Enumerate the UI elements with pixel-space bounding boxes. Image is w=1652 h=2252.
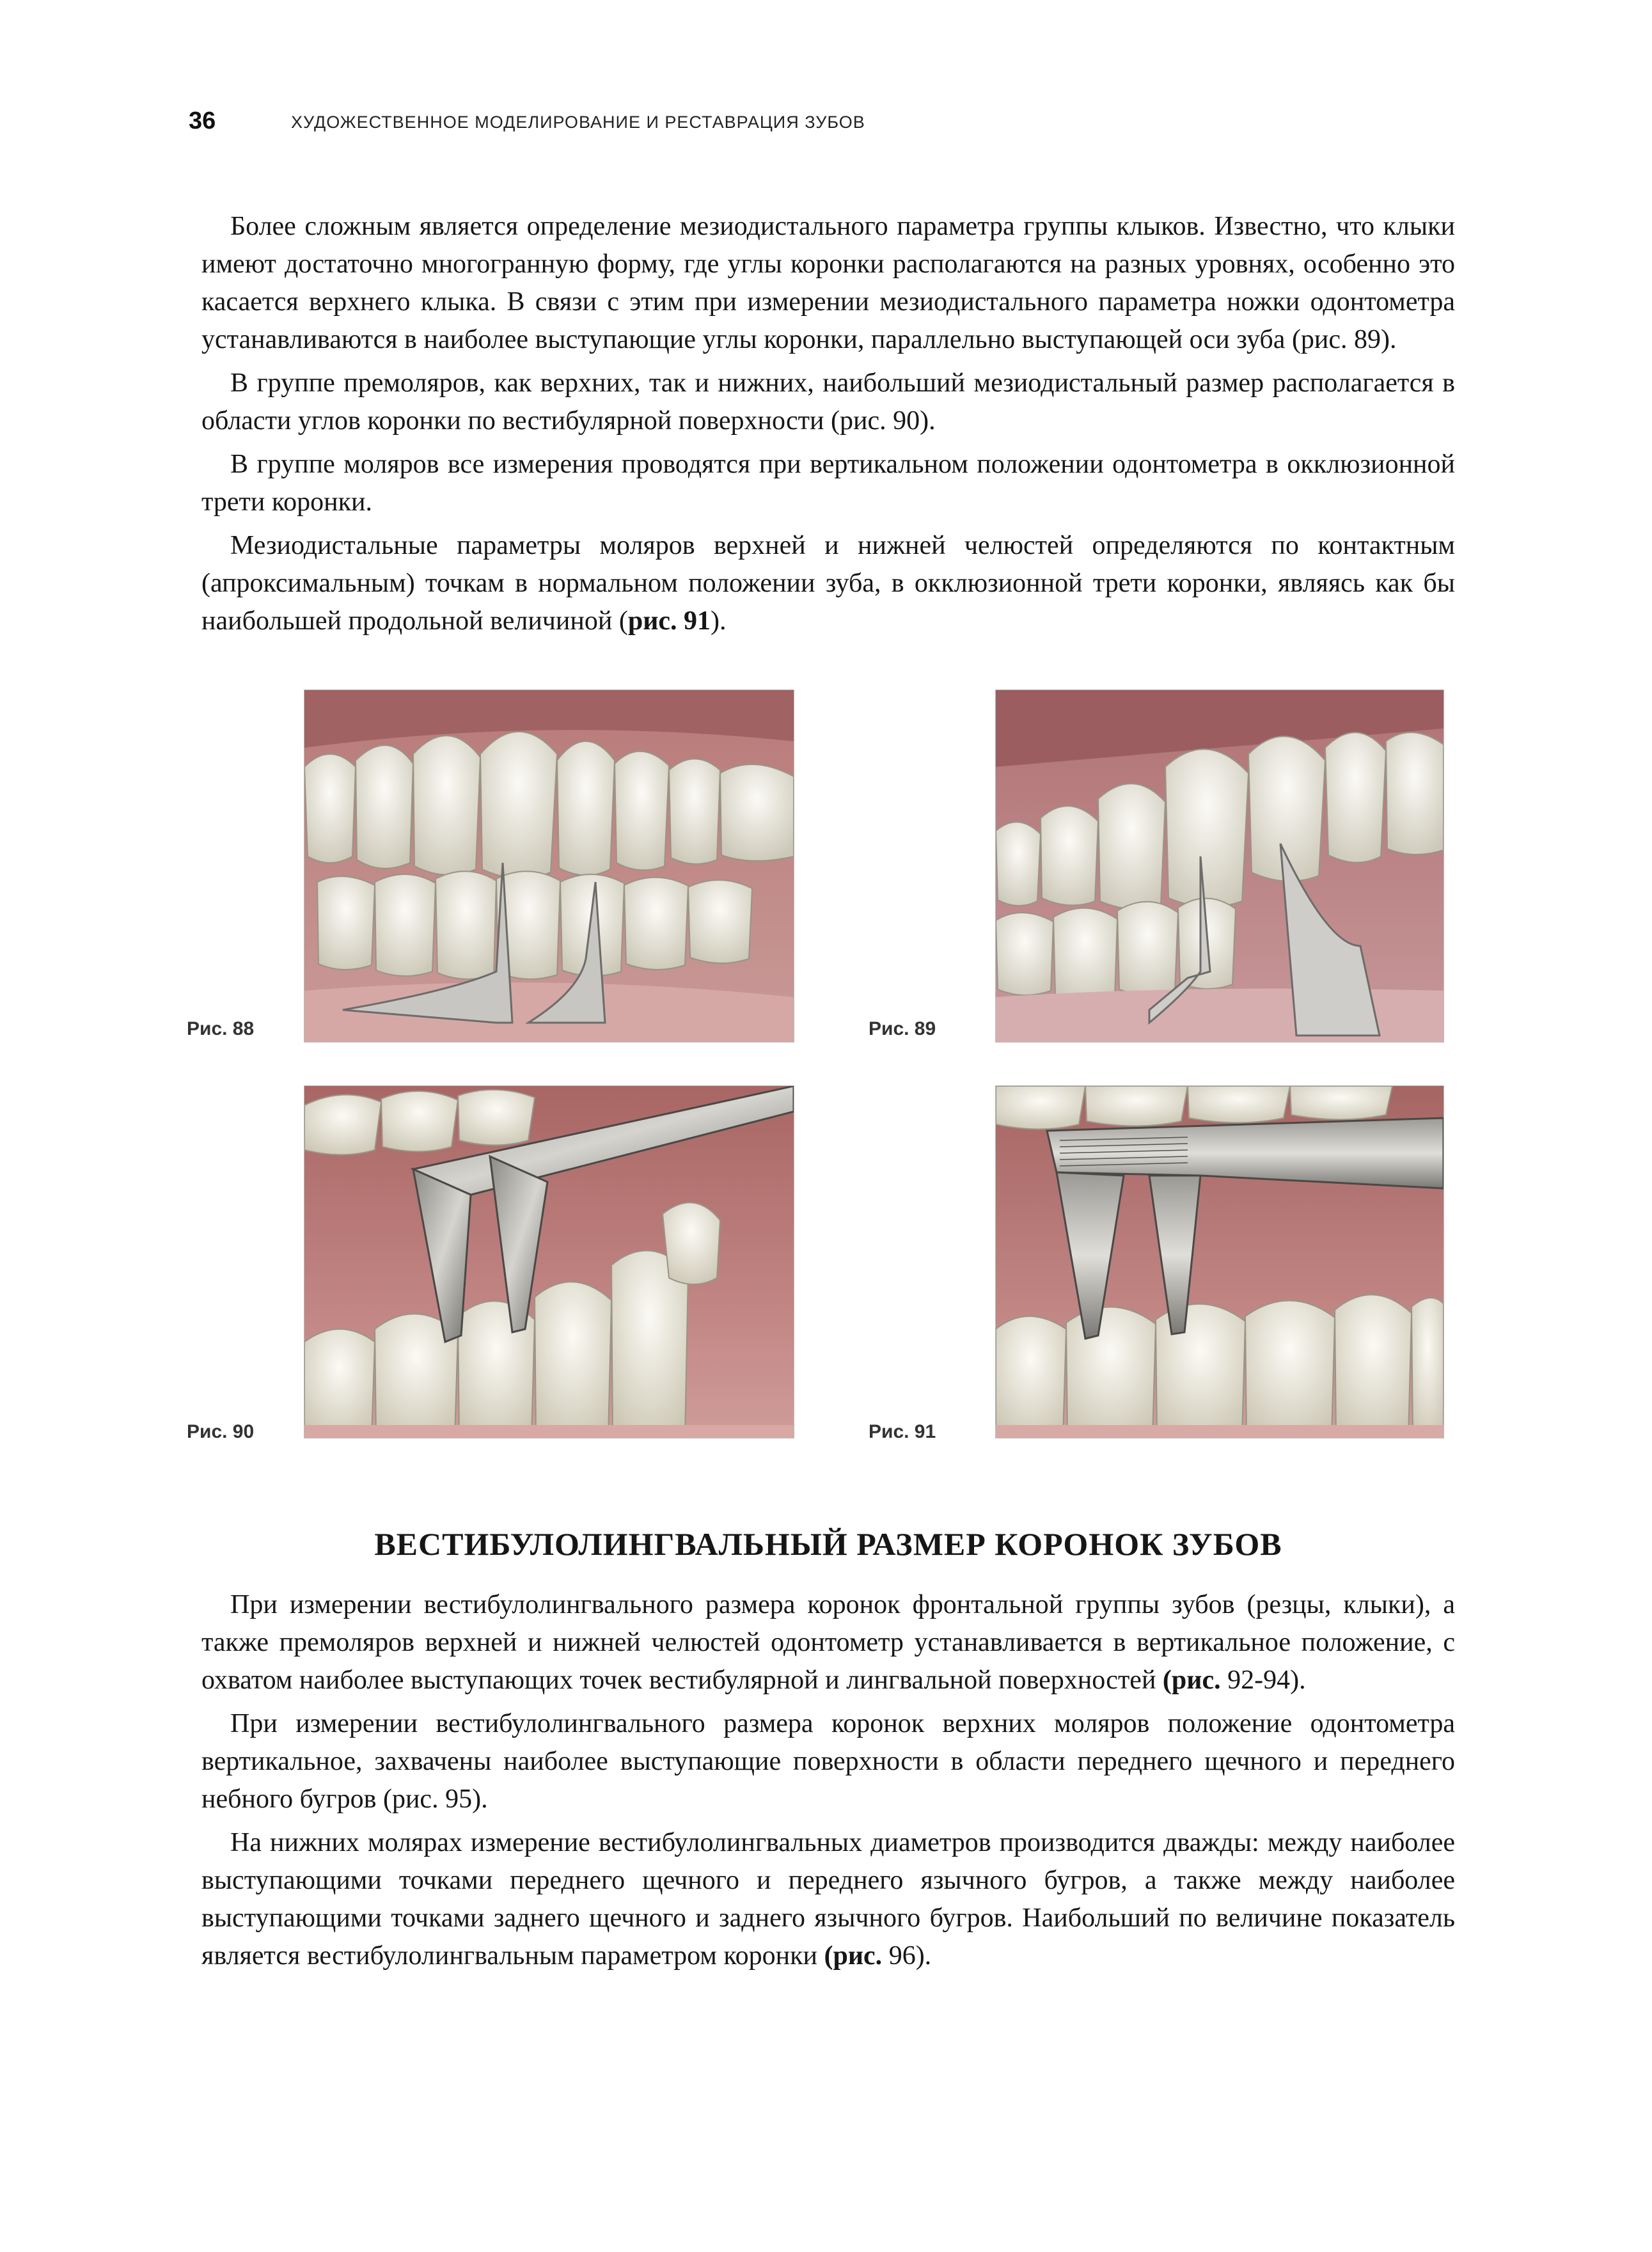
figure-caption: Рис. 88 bbox=[187, 1018, 255, 1039]
running-title: ХУДОЖЕСТВЕННОЕ МОДЕЛИРОВАНИЕ И РЕСТАВРАЦИЯ ЗУБОВ bbox=[291, 113, 865, 132]
paragraph-tail: 92-94). bbox=[1220, 1665, 1306, 1695]
paragraph: При измерении вестибулолингвального размера коронок верхних моляров положение одонтометра вертикальное, захвачены наиболее выступающие поверхности в области переднего щечного и переднего небного бугров (рис. 95). bbox=[201, 1709, 1455, 1814]
paragraph-tail: ). bbox=[711, 606, 727, 636]
paragraph: В группе моляров все измерения проводятся при вертикальном положении одонтометра в окклюзионной трети коронки. bbox=[201, 450, 1455, 517]
paragraph-text: На нижних молярах измерение вестибулолингвальных диаметров производится дважды: между наиболее выступающими точками переднего щечного и переднего язычного бугров, а также между наиболее выступающими точками заднего щечного и заднего язычного бугров. Наибольший по величине показатель является вестибулолингвальным параметром коронки bbox=[201, 1828, 1455, 1971]
photo-fig-89 bbox=[995, 689, 1444, 1043]
photo-fig-91 bbox=[995, 1085, 1444, 1438]
figure-ref: рис. 91 bbox=[627, 606, 711, 636]
photo-fig-88 bbox=[304, 689, 794, 1043]
paragraph-text: Мезиодистальные параметры моляров верхней и нижней челюстей определяются по контактным (апроксимальным) точкам в нормальном положении зуба, в окклюзионной трети коронки, являясь как бы наибольшей продольной величиной ( bbox=[201, 531, 1455, 636]
paragraph bbox=[201, 1586, 1455, 1699]
photo-fig-90 bbox=[304, 1085, 794, 1438]
paragraph-tail: 96). bbox=[882, 1941, 932, 1971]
figure-caption: Рис. 89 bbox=[869, 1018, 936, 1039]
page-header bbox=[189, 107, 1468, 146]
paragraph-text: При измерении вестибулолингвального размера коронок фронтальной группы зубов (резцы, клыки), а также премоляров верхней и нижней челюстей одонтометр устанавливается в вертикальное положение, с охватом наиболее выступающих точек вестибулярной и лингвальной поверхностей bbox=[201, 1590, 1455, 1695]
figure-ref: (рис. bbox=[1162, 1665, 1221, 1695]
paragraph bbox=[201, 1824, 1455, 1975]
section-heading: ВЕСТИБУЛОЛИНГВАЛЬНЫЙ РАЗМЕР КОРОНОК ЗУБОВ bbox=[374, 1526, 1282, 1562]
page-number: 36 bbox=[189, 107, 216, 134]
figure-ref: (рис. bbox=[824, 1941, 883, 1971]
paragraph bbox=[201, 527, 1455, 640]
paragraph: В группе премоляров, как верхних, так и нижних, наибольший мезиодистальный размер располагается в области углов коронки по вестибулярной поверхности (рис. 90). bbox=[201, 368, 1455, 436]
figure-caption: Рис. 90 bbox=[187, 1421, 255, 1442]
text-block-top bbox=[201, 208, 1455, 646]
figure-caption: Рис. 91 bbox=[869, 1421, 936, 1442]
text-block-bottom bbox=[201, 1586, 1455, 1981]
paragraph: Более сложным является определение мезиодистального параметра группы клыков. Известно, что клыки имеют достаточно многогранную форму, где углы коронки располагаются на разных уровнях, особенно это касается верхнего клыка. В связи с этим при измерении мезиодистального параметра ножки одонтометра устанавливаются в наиболее выступающие углы коронки, параллельно выступающей оси зуба (рис. 89). bbox=[201, 212, 1455, 354]
